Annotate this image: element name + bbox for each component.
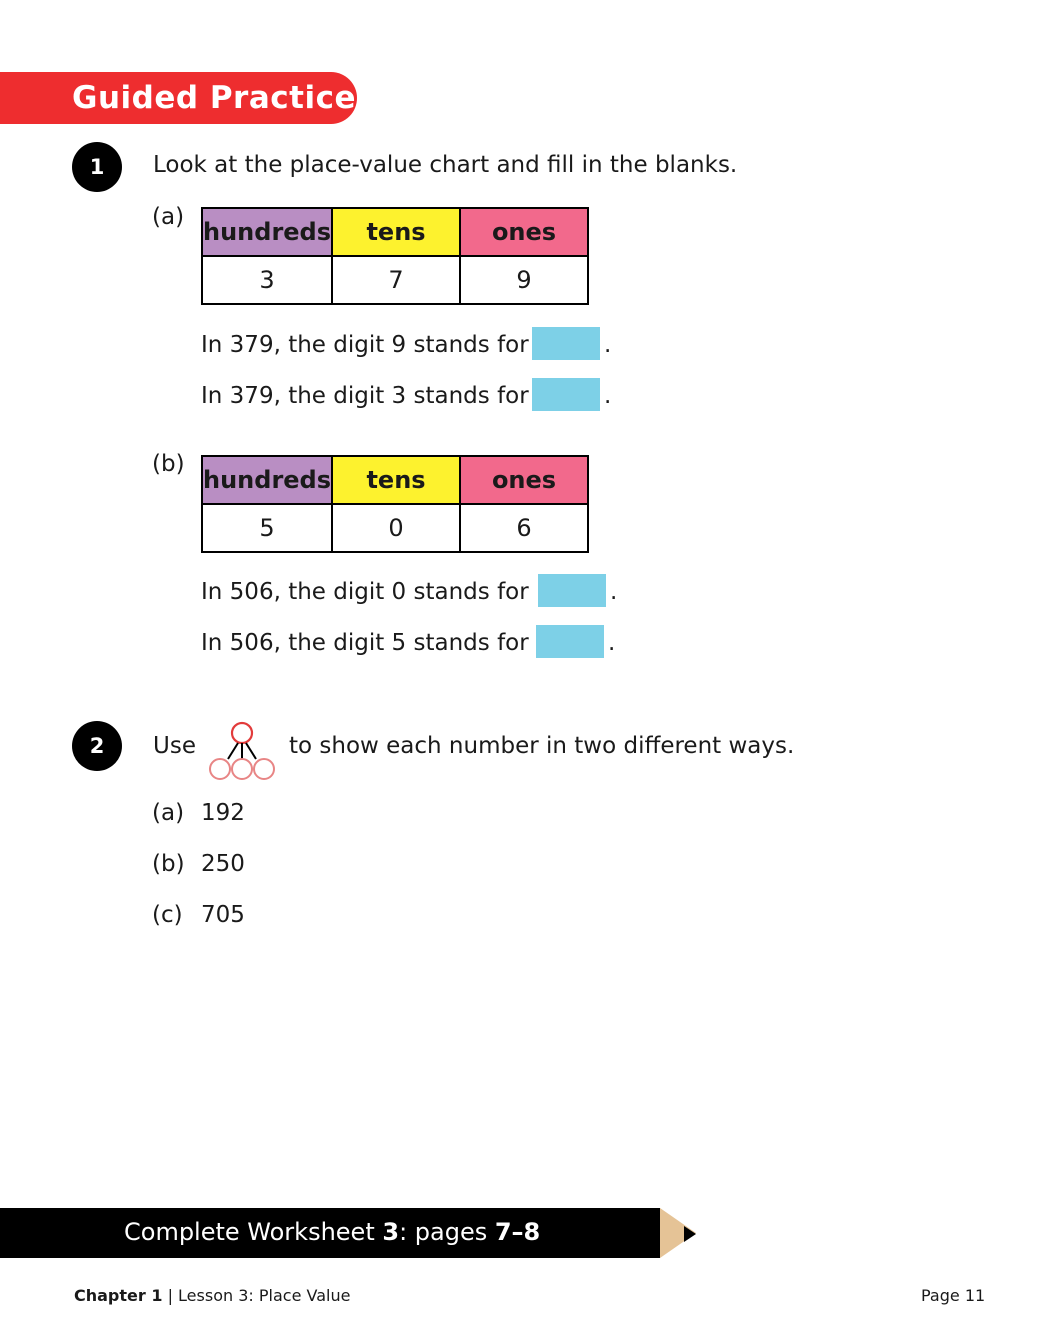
period: . — [604, 332, 612, 358]
statement-a1: In 379, the digit 9 stands for — [201, 332, 529, 358]
statement-a2: In 379, the digit 3 stands for — [201, 383, 529, 409]
header-ones: ones — [460, 456, 588, 504]
q2-item-b-value: 250 — [201, 851, 245, 877]
worksheet-bar — [0, 1208, 660, 1258]
number-bond-icon — [205, 721, 279, 783]
digit-tens: 0 — [332, 504, 460, 552]
digit-ones: 9 — [460, 256, 588, 304]
answer-blank-a2[interactable] — [532, 378, 600, 411]
statement-b1: In 506, the digit 0 stands for — [201, 579, 529, 605]
part-a-label: (a) — [152, 204, 185, 230]
digit-ones: 6 — [460, 504, 588, 552]
digit-hundreds: 5 — [202, 504, 332, 552]
question-number-1: 1 — [72, 142, 122, 192]
q2-item-c-value: 705 — [201, 902, 245, 928]
q2-item-a-value: 192 — [201, 800, 245, 826]
statement-b2: In 506, the digit 5 stands for — [201, 630, 529, 656]
part-b-label: (b) — [152, 451, 185, 477]
chapter-footer: Chapter 1 | Lesson 3: Place Value — [74, 1286, 351, 1305]
period: . — [610, 579, 618, 605]
header-hundreds: hundreds — [202, 208, 332, 256]
pencil-lead-icon — [684, 1226, 696, 1242]
guided-practice-banner — [0, 72, 357, 124]
answer-blank-b2[interactable] — [536, 625, 604, 658]
q2-item-c-label: (c) — [152, 902, 183, 928]
banner-title: Guided Practice — [72, 80, 356, 116]
question-2-use: Use — [153, 733, 196, 759]
place-value-chart-a — [201, 207, 589, 305]
period: . — [608, 630, 616, 656]
q2-item-b-label: (b) — [152, 851, 185, 877]
worksheet-text: Complete Worksheet 3: pages 7–8 — [124, 1218, 541, 1246]
header-ones: ones — [460, 208, 588, 256]
place-value-chart-b — [201, 455, 589, 553]
q2-item-a-label: (a) — [152, 800, 185, 826]
header-tens: tens — [332, 208, 460, 256]
header-hundreds: hundreds — [202, 456, 332, 504]
page-number: Page 11 — [921, 1286, 986, 1305]
period: . — [604, 383, 612, 409]
digit-tens: 7 — [332, 256, 460, 304]
digit-hundreds: 3 — [202, 256, 332, 304]
question-number-2: 2 — [72, 721, 122, 771]
question-2-instruction: to show each number in two different ways. — [289, 733, 795, 759]
question-1-instruction: Look at the place-value chart and fill in the blanks. — [153, 152, 738, 178]
header-tens: tens — [332, 456, 460, 504]
answer-blank-a1[interactable] — [532, 327, 600, 360]
answer-blank-b1[interactable] — [538, 574, 606, 607]
